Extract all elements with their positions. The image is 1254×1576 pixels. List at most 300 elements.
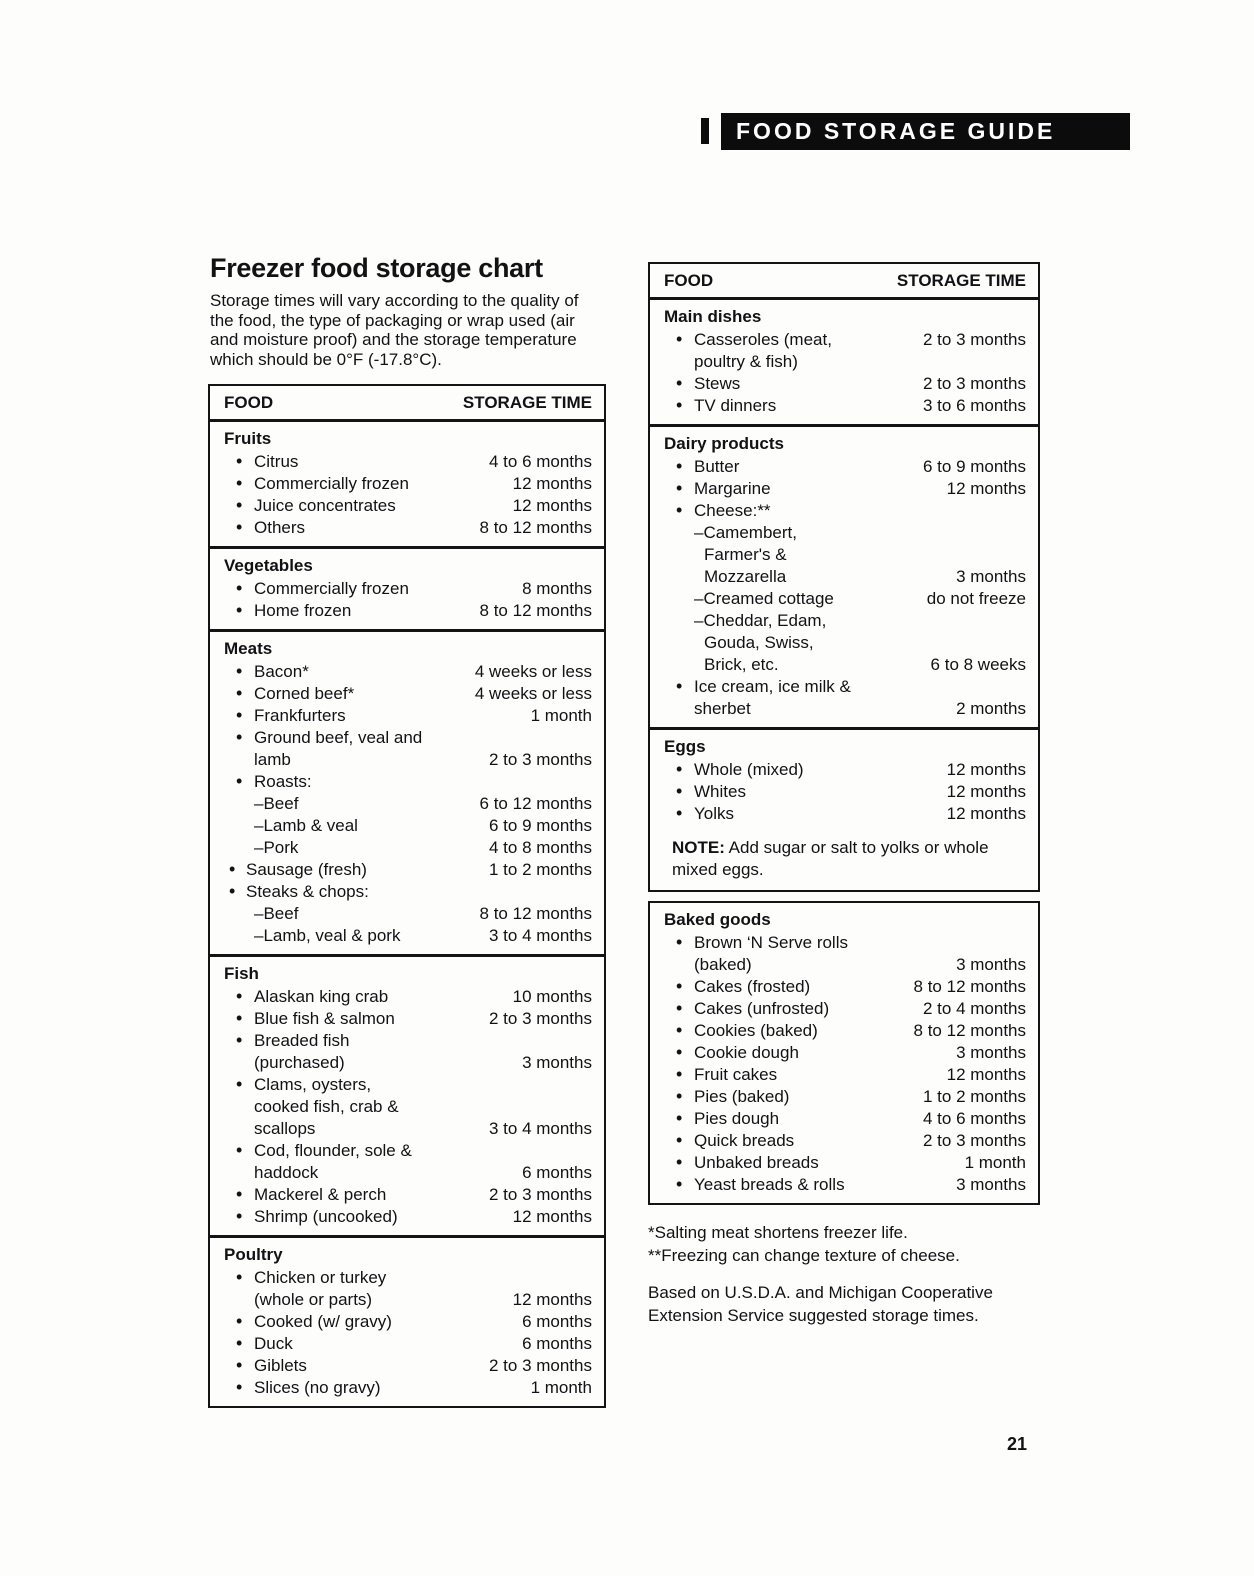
food-item-line: Others xyxy=(254,518,306,537)
food-item-line: Casseroles (meat, xyxy=(694,330,832,349)
food-item-row xyxy=(210,986,604,1008)
food-item-label xyxy=(210,578,409,600)
food-item-label xyxy=(650,610,826,676)
food-item-row xyxy=(210,495,604,517)
storage-time: 3 months xyxy=(522,1053,592,1072)
storage-time: 12 months xyxy=(512,1290,592,1309)
table-header xyxy=(210,386,604,419)
food-item-row xyxy=(210,815,604,837)
footnotes xyxy=(648,1222,1040,1267)
food-item-row xyxy=(650,1064,1038,1086)
food-item-label xyxy=(210,1377,381,1399)
section-title: Fruits xyxy=(224,429,272,448)
bullet-icon: • xyxy=(676,499,683,520)
food-item-row xyxy=(650,1086,1038,1108)
food-item-label xyxy=(210,859,367,881)
food-item-row xyxy=(210,517,604,539)
food-item-row xyxy=(650,522,1038,588)
food-item-row xyxy=(650,500,1038,522)
bullet-icon: • xyxy=(229,858,236,879)
food-item-row xyxy=(210,705,604,727)
food-item-line: –Cheddar, Edam, xyxy=(694,611,827,630)
storage-time: 2 to 3 months xyxy=(488,1356,592,1375)
food-item-line: Pies dough xyxy=(694,1109,780,1128)
table-section xyxy=(650,424,1038,727)
storage-time: 3 months xyxy=(956,567,1026,586)
food-item-line: Yolks xyxy=(694,804,735,823)
food-item-line: Juice concentrates xyxy=(254,496,396,515)
food-item-label xyxy=(210,1030,349,1074)
baked-goods-table xyxy=(648,901,1040,1205)
table-section xyxy=(210,954,604,1235)
food-item-label xyxy=(210,1333,293,1355)
storage-time: 6 to 12 months xyxy=(479,794,592,813)
storage-time: 6 months xyxy=(522,1163,592,1182)
food-item-label xyxy=(650,1020,818,1042)
food-item-line: Cakes (frosted) xyxy=(694,977,811,996)
food-item-line: Stews xyxy=(694,374,741,393)
food-item-label xyxy=(210,517,305,539)
food-item-row xyxy=(210,793,604,815)
food-item-label xyxy=(210,1355,307,1377)
storage-time: 8 to 12 months xyxy=(479,518,592,537)
bullet-icon: • xyxy=(676,758,683,779)
storage-time: 1 month xyxy=(530,706,592,725)
freezer-table-right xyxy=(648,262,1040,892)
food-item-line: Farmer's & xyxy=(704,545,787,564)
bullet-icon: • xyxy=(236,1310,243,1331)
food-item-row xyxy=(650,976,1038,998)
storage-time: do not freeze xyxy=(926,589,1026,608)
bullet-icon: • xyxy=(236,660,243,681)
bullet-icon: • xyxy=(676,675,683,696)
food-item-label xyxy=(210,1311,392,1333)
food-item-row xyxy=(650,1042,1038,1064)
storage-time: 3 to 4 months xyxy=(488,1119,592,1138)
section-title: Vegetables xyxy=(224,556,313,575)
section-title: Poultry xyxy=(224,1245,283,1264)
left-column xyxy=(208,253,606,1408)
food-item-label xyxy=(210,705,346,727)
food-item-row xyxy=(650,610,1038,676)
food-item-line: Shrimp (uncooked) xyxy=(254,1207,398,1226)
page-title: Freezer food storage chart xyxy=(210,253,543,283)
food-item-label xyxy=(210,661,309,683)
bullet-icon: • xyxy=(236,1073,243,1094)
food-item-label xyxy=(650,932,848,976)
col-header-food: FOOD xyxy=(224,393,274,412)
food-item-label xyxy=(650,522,797,588)
bullet-icon: • xyxy=(236,450,243,471)
storage-time: 3 to 6 months xyxy=(922,396,1026,415)
food-item-row xyxy=(210,1140,604,1184)
storage-time: 3 months xyxy=(956,1043,1026,1062)
food-item-label xyxy=(210,473,409,495)
food-item-label xyxy=(650,588,834,610)
bullet-icon: • xyxy=(676,931,683,952)
food-item-label xyxy=(650,1086,789,1108)
storage-time: 8 to 12 months xyxy=(913,1021,1026,1040)
food-item-line: –Lamb, veal & pork xyxy=(254,926,401,945)
food-item-line: Pies (baked) xyxy=(694,1087,790,1106)
storage-time: 3 months xyxy=(956,1175,1026,1194)
food-item-line: Steaks & chops: xyxy=(246,882,369,901)
storage-time: 2 to 4 months xyxy=(922,999,1026,1018)
bullet-icon: • xyxy=(676,1107,683,1128)
section-title: Main dishes xyxy=(664,307,762,326)
food-item-label xyxy=(650,456,739,478)
col-header-food: FOOD xyxy=(664,271,714,290)
bullet-icon: • xyxy=(236,1376,243,1397)
food-item-line: Citrus xyxy=(254,452,299,471)
food-item-row xyxy=(210,1206,604,1228)
food-item-row xyxy=(210,771,604,793)
bullet-icon: • xyxy=(676,802,683,823)
food-item-label xyxy=(210,986,388,1008)
bullet-icon: • xyxy=(676,780,683,801)
food-item-label xyxy=(210,1008,395,1030)
storage-time: 6 to 9 months xyxy=(922,457,1026,476)
table-section xyxy=(210,1235,604,1406)
food-item-row xyxy=(210,837,604,859)
food-item-line: sherbet xyxy=(694,699,751,718)
food-item-row xyxy=(650,932,1038,976)
food-item-line: Clams, oysters, xyxy=(254,1075,372,1094)
table-section xyxy=(210,546,604,629)
bullet-icon: • xyxy=(236,1029,243,1050)
storage-time: 12 months xyxy=(946,479,1026,498)
bullet-icon: • xyxy=(236,1205,243,1226)
footnote: **Freezing can change texture of cheese. xyxy=(648,1245,960,1265)
food-item-line: Commercially frozen xyxy=(254,474,409,493)
intro-paragraph: Storage times will vary according to the quality of the food, the type of packaging or wrap used (air and moisture proof) and the storage temperature which should be 0°F (-17.8°C). xyxy=(210,291,579,369)
storage-time: 1 to 2 months xyxy=(922,1087,1026,1106)
food-item-label xyxy=(210,727,422,771)
food-item-row xyxy=(210,683,604,705)
food-item-line: Yeast breads & rolls xyxy=(694,1175,845,1194)
footnote: *Salting meat shortens freezer life. xyxy=(648,1223,908,1242)
storage-time: 2 to 3 months xyxy=(922,1131,1026,1150)
storage-time: 4 to 8 months xyxy=(488,838,592,857)
storage-time: 12 months xyxy=(946,760,1026,779)
food-item-row xyxy=(210,1184,604,1206)
source-note: Based on U.S.D.A. and Michigan Cooperative Extension Service suggested storage times. xyxy=(648,1283,993,1325)
page-banner: FOOD STORAGE GUIDE xyxy=(721,113,1130,150)
food-item-line: Brown ‘N Serve rolls xyxy=(694,933,848,952)
storage-time: 8 months xyxy=(522,579,592,598)
food-item-line: scallops xyxy=(254,1119,316,1138)
bullet-icon: • xyxy=(676,328,683,349)
bullet-icon: • xyxy=(236,1332,243,1353)
food-item-line: poultry & fish) xyxy=(694,352,798,371)
food-item-line: cooked fish, crab & xyxy=(254,1097,399,1116)
food-item-row xyxy=(210,1008,604,1030)
storage-time: 12 months xyxy=(512,1207,592,1226)
food-item-row xyxy=(210,903,604,925)
storage-time: 12 months xyxy=(946,782,1026,801)
food-item-row xyxy=(210,1355,604,1377)
food-item-line: lamb xyxy=(254,750,291,769)
food-item-line: Giblets xyxy=(254,1356,307,1375)
section-title: Baked goods xyxy=(664,910,771,929)
food-item-line: Roasts: xyxy=(254,772,312,791)
storage-time: 6 to 8 weeks xyxy=(930,655,1026,674)
food-item-label xyxy=(650,1130,794,1152)
table-gap xyxy=(648,892,1040,901)
food-item-label xyxy=(650,478,771,500)
storage-time: 6 to 9 months xyxy=(488,816,592,835)
food-item-label xyxy=(210,600,351,622)
storage-time: 2 months xyxy=(956,699,1026,718)
food-item-line: Fruit cakes xyxy=(694,1065,778,1084)
food-item-line: Frankfurters xyxy=(254,706,346,725)
food-item-line: Blue fish & salmon xyxy=(254,1009,395,1028)
storage-time: 3 months xyxy=(956,955,1026,974)
freezer-table-left xyxy=(208,384,606,1408)
bullet-icon: • xyxy=(676,997,683,1018)
food-item-line: (purchased) xyxy=(254,1053,345,1072)
food-item-row xyxy=(650,676,1038,720)
food-item-label xyxy=(650,676,851,720)
food-item-label xyxy=(210,815,358,837)
section-title: Dairy products xyxy=(664,434,784,453)
food-item-label xyxy=(210,495,396,517)
food-item-label xyxy=(210,793,298,815)
food-item-row xyxy=(210,600,604,622)
food-item-line: Gouda, Swiss, xyxy=(704,633,814,652)
food-item-row xyxy=(210,473,604,495)
food-item-label xyxy=(650,1152,819,1174)
bullet-icon: • xyxy=(236,494,243,515)
food-item-label xyxy=(650,781,746,803)
food-item-label xyxy=(650,500,771,522)
storage-time: 4 to 6 months xyxy=(922,1109,1026,1128)
storage-time: 4 weeks or less xyxy=(474,684,592,703)
storage-time: 10 months xyxy=(512,987,592,1006)
storage-time: 2 to 3 months xyxy=(488,1009,592,1028)
table-header xyxy=(650,264,1038,297)
food-item-label xyxy=(650,1042,799,1064)
storage-time: 1 to 2 months xyxy=(488,860,592,879)
right-column xyxy=(648,262,1040,1327)
section-title: Meats xyxy=(224,639,273,658)
food-item-row xyxy=(210,881,604,903)
food-item-line: Margarine xyxy=(694,479,771,498)
food-item-row xyxy=(650,588,1038,610)
food-item-line: –Beef xyxy=(254,794,299,813)
food-item-label xyxy=(650,395,776,417)
food-item-line: Butter xyxy=(694,457,740,476)
food-item-line: Bacon* xyxy=(254,662,309,681)
food-item-line: Commercially frozen xyxy=(254,579,409,598)
food-item-label xyxy=(210,1140,412,1184)
table-section xyxy=(650,727,1038,890)
bullet-icon: • xyxy=(676,1041,683,1062)
food-item-label xyxy=(210,837,298,859)
food-item-line: Chicken or turkey xyxy=(254,1268,387,1287)
storage-time: 1 month xyxy=(964,1153,1026,1172)
food-item-line: Whites xyxy=(694,782,746,801)
food-item-label xyxy=(650,976,810,998)
food-item-label xyxy=(210,881,369,903)
food-item-line: haddock xyxy=(254,1163,319,1182)
bullet-icon: • xyxy=(676,1019,683,1040)
food-item-row xyxy=(650,478,1038,500)
food-item-line: –Pork xyxy=(254,838,299,857)
bullet-icon: • xyxy=(236,599,243,620)
storage-time: 3 to 4 months xyxy=(488,926,592,945)
food-item-line: Alaskan king crab xyxy=(254,987,389,1006)
food-item-label xyxy=(210,925,400,947)
food-item-line: Ground beef, veal and xyxy=(254,728,423,747)
bullet-icon: • xyxy=(236,1354,243,1375)
food-item-row xyxy=(650,395,1038,417)
food-item-row xyxy=(650,1174,1038,1196)
storage-time: 2 to 3 months xyxy=(922,330,1026,349)
food-item-line: Cookie dough xyxy=(694,1043,799,1062)
food-item-row xyxy=(210,859,604,881)
food-item-line: –Creamed cottage xyxy=(694,589,834,608)
bullet-icon: • xyxy=(236,682,243,703)
bullet-icon: • xyxy=(236,577,243,598)
food-item-row xyxy=(210,1267,604,1311)
food-item-line: (baked) xyxy=(694,955,752,974)
food-item-row xyxy=(210,1333,604,1355)
food-item-line: Home frozen xyxy=(254,601,352,620)
bullet-icon: • xyxy=(236,1139,243,1160)
bullet-icon: • xyxy=(229,880,236,901)
bullet-icon: • xyxy=(676,372,683,393)
bullet-icon: • xyxy=(236,472,243,493)
food-item-label xyxy=(650,998,829,1020)
bullet-icon: • xyxy=(236,1183,243,1204)
section-title: Eggs xyxy=(664,737,706,756)
bullet-icon: • xyxy=(676,1173,683,1194)
storage-time: 2 to 3 months xyxy=(922,374,1026,393)
storage-time: 1 month xyxy=(530,1378,592,1397)
food-item-label xyxy=(210,1184,386,1206)
food-item-row xyxy=(650,1020,1038,1042)
food-item-row xyxy=(210,1377,604,1399)
note-label: NOTE: xyxy=(672,838,725,857)
food-item-row xyxy=(210,451,604,473)
food-item-label xyxy=(650,373,740,395)
food-item-row xyxy=(210,1030,604,1074)
storage-time: 4 weeks or less xyxy=(474,662,592,681)
bullet-icon: • xyxy=(676,1063,683,1084)
food-item-row xyxy=(650,1152,1038,1174)
food-item-row xyxy=(650,998,1038,1020)
bullet-icon: • xyxy=(676,394,683,415)
storage-time: 6 months xyxy=(522,1334,592,1353)
storage-time: 2 to 3 months xyxy=(488,750,592,769)
food-item-row xyxy=(650,1130,1038,1152)
food-item-row xyxy=(650,373,1038,395)
food-item-row xyxy=(210,925,604,947)
bullet-icon: • xyxy=(676,455,683,476)
bullet-icon: • xyxy=(676,1129,683,1150)
storage-time: 12 months xyxy=(946,1065,1026,1084)
food-item-line: (whole or parts) xyxy=(254,1290,373,1309)
food-item-line: Cod, flounder, sole & xyxy=(254,1141,412,1160)
food-item-row xyxy=(650,803,1038,825)
food-item-line: –Beef xyxy=(254,904,299,923)
bullet-icon: • xyxy=(236,1007,243,1028)
food-item-line: Mozzarella xyxy=(704,567,787,586)
food-item-line: Quick breads xyxy=(694,1131,795,1150)
storage-time: 12 months xyxy=(512,496,592,515)
page-number: 21 xyxy=(1007,1434,1028,1454)
food-item-line: Duck xyxy=(254,1334,293,1353)
storage-time: 2 to 3 months xyxy=(488,1185,592,1204)
storage-time: 8 to 12 months xyxy=(913,977,1026,996)
bullet-icon: • xyxy=(676,975,683,996)
bullet-icon: • xyxy=(236,1266,243,1287)
food-item-line: Whole (mixed) xyxy=(694,760,804,779)
storage-time: 12 months xyxy=(946,804,1026,823)
food-item-label xyxy=(650,1174,845,1196)
food-item-label xyxy=(210,903,298,925)
table-section xyxy=(650,903,1038,1203)
storage-time: 8 to 12 months xyxy=(479,904,592,923)
food-item-row xyxy=(650,781,1038,803)
food-item-label xyxy=(210,1206,398,1228)
food-item-label xyxy=(210,771,312,793)
table-section xyxy=(650,297,1038,424)
food-item-label xyxy=(210,683,354,705)
table-section xyxy=(210,629,604,954)
food-item-line: Slices (no gravy) xyxy=(254,1378,381,1397)
food-item-label xyxy=(650,803,734,825)
food-item-row xyxy=(210,661,604,683)
food-item-line: TV dinners xyxy=(694,396,777,415)
food-item-row xyxy=(210,727,604,771)
food-item-label xyxy=(650,1064,777,1086)
food-item-label xyxy=(650,329,832,373)
food-item-label xyxy=(210,451,298,473)
food-item-line: Unbaked breads xyxy=(694,1153,819,1172)
food-item-line: Cooked (w/ gravy) xyxy=(254,1312,392,1331)
bullet-icon: • xyxy=(236,770,243,791)
food-item-line: Brick, etc. xyxy=(704,655,779,674)
food-item-line: Corned beef* xyxy=(254,684,355,703)
food-item-line: Cakes (unfrosted) xyxy=(694,999,830,1018)
food-item-row xyxy=(650,759,1038,781)
food-item-line: –Camembert, xyxy=(694,523,797,542)
food-item-line: –Lamb & veal xyxy=(254,816,358,835)
food-item-label xyxy=(210,1074,399,1140)
food-item-line: Cheese:** xyxy=(694,501,771,520)
food-item-label xyxy=(650,1108,779,1130)
section-title: Fish xyxy=(224,964,259,983)
bullet-icon: • xyxy=(236,985,243,1006)
food-item-line: Sausage (fresh) xyxy=(246,860,367,879)
food-item-row xyxy=(210,578,604,600)
food-item-label xyxy=(650,759,804,781)
table-section xyxy=(210,419,604,546)
food-item-line: Cookies (baked) xyxy=(694,1021,818,1040)
bullet-icon: • xyxy=(676,1085,683,1106)
storage-time: 12 months xyxy=(512,474,592,493)
food-item-row xyxy=(210,1074,604,1140)
bullet-icon: • xyxy=(236,726,243,747)
food-item-label xyxy=(210,1267,386,1311)
note-text: NOTE: Add sugar or salt to yolks or whole mixed eggs. xyxy=(672,838,989,879)
col-header-storage-time: STORAGE TIME xyxy=(896,271,1026,290)
storage-time: 8 to 12 months xyxy=(479,601,592,620)
food-item-line: Breaded fish xyxy=(254,1031,350,1050)
bullet-icon: • xyxy=(676,477,683,498)
